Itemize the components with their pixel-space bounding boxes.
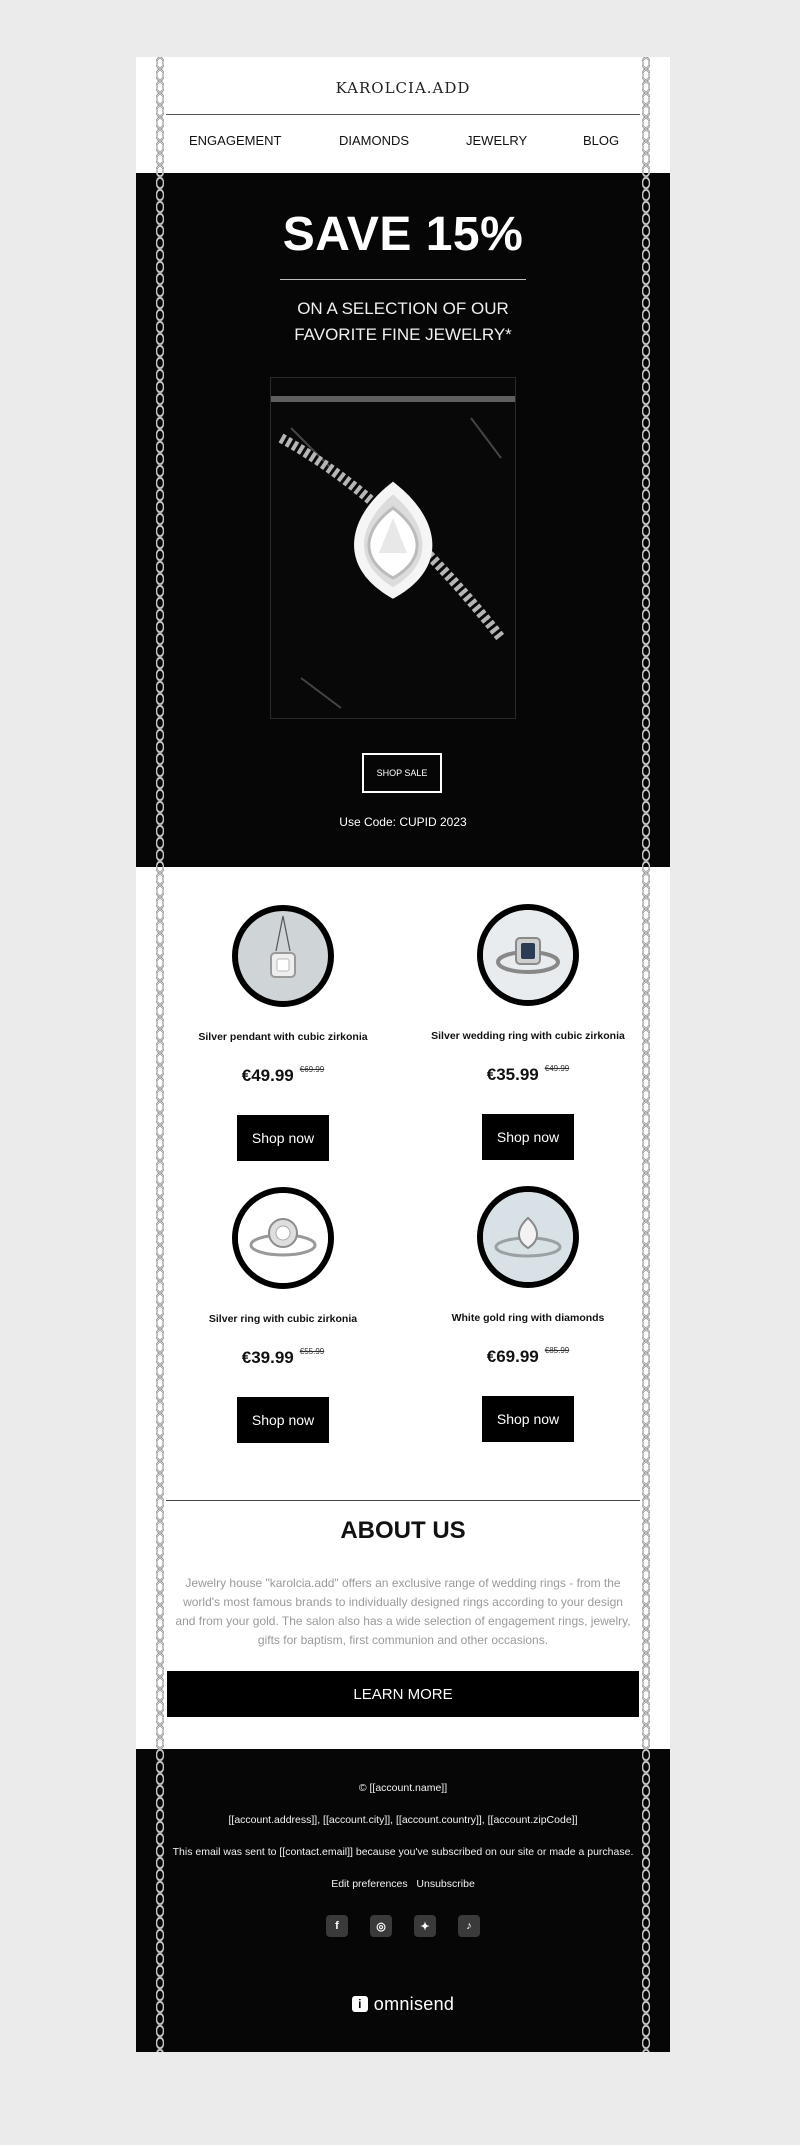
product-old-price: €55.99 <box>299 1347 325 1356</box>
product-card <box>173 905 393 1175</box>
ring-icon <box>238 1193 328 1283</box>
product-image[interactable] <box>232 1187 334 1289</box>
product-name[interactable]: White gold ring with diamonds <box>451 1312 605 1324</box>
unsubscribe-link[interactable]: Unsubscribe <box>416 1878 475 1890</box>
hero-subtitle-line2: FAVORITE FINE JEWELRY* <box>294 325 512 344</box>
product-price: €49.99 <box>241 1066 294 1085</box>
footer-copyright: © [[account.name]] <box>358 1782 448 1794</box>
product-image[interactable] <box>477 1186 579 1288</box>
product-name[interactable]: Silver pendant with cubic zirkonia <box>198 1031 368 1043</box>
product-image[interactable] <box>477 904 579 1006</box>
price-row <box>418 1064 638 1088</box>
product-old-price: €69.99 <box>299 1065 325 1074</box>
product-old-price: €49.99 <box>544 1064 570 1073</box>
product-card <box>418 1186 638 1456</box>
shop-now-button[interactable]: Shop now <box>482 1396 574 1442</box>
tiktok-icon[interactable]: ♪ <box>458 1915 480 1937</box>
product-card <box>173 1187 393 1457</box>
footer-notice: This email was sent to [[contact.email]] because you've subscribed on our site or made a purchase. <box>172 1846 634 1858</box>
instagram-icon[interactable]: ◎ <box>370 1915 392 1937</box>
twitter-icon[interactable]: ✦ <box>414 1915 436 1937</box>
shop-now-button[interactable]: Shop now <box>237 1115 329 1161</box>
chain-border-right <box>642 57 650 2052</box>
about-divider <box>166 1500 640 1501</box>
product-price: €39.99 <box>241 1348 294 1367</box>
product-price: €69.99 <box>486 1347 539 1366</box>
hero-divider <box>280 279 526 280</box>
footer-links <box>136 1878 670 1890</box>
nav-blog[interactable]: BLOG <box>583 133 620 148</box>
product-name[interactable]: Silver ring with cubic zirkonia <box>208 1313 358 1325</box>
hero-ring-image[interactable] <box>270 377 516 719</box>
shop-sale-button[interactable]: SHOP SALE <box>362 753 442 793</box>
hero-title: SAVE 15% <box>282 208 524 261</box>
price-row <box>418 1346 638 1370</box>
edit-preferences-link[interactable]: Edit preferences <box>331 1878 408 1890</box>
nav-jewelry[interactable]: JEWELRY <box>466 133 528 148</box>
product-old-price: €85.99 <box>544 1346 570 1355</box>
about-text: Jewelry house "karolcia.add" offers an exclusive range of wedding rings - from the world's most famous brands to individually designed rings according to your design and from your gold. The salon also has a wide selection of engagement rings, jewelry, gifts for baptism, first communion and other occasions. <box>175 1576 631 1647</box>
price-row <box>173 1065 393 1089</box>
footer-address: [[account.address]], [[account.city]], [[account.country]], [[account.zipCode]] <box>228 1814 578 1826</box>
shop-now-button[interactable]: Shop now <box>237 1397 329 1443</box>
omnisend-logo-icon: i <box>352 1996 368 2012</box>
nav-engagement[interactable]: ENGAGEMENT <box>189 133 282 148</box>
header-divider <box>166 114 640 115</box>
main-nav <box>136 133 670 153</box>
promo-code: Use Code: CUPID 2023 <box>339 815 467 829</box>
hero-subtitle-line1: ON A SELECTION OF OUR <box>297 299 509 318</box>
pendant-icon <box>238 911 328 1001</box>
product-image[interactable] <box>232 905 334 1007</box>
learn-more-button[interactable]: LEARN MORE <box>167 1671 639 1717</box>
product-name[interactable]: Silver wedding ring with cubic zirkonia <box>431 1030 625 1042</box>
hero-banner <box>136 173 670 867</box>
shop-now-button[interactable]: Shop now <box>482 1114 574 1160</box>
price-row <box>173 1347 393 1371</box>
omnisend-text: omnisend <box>373 1993 455 2014</box>
ring-icon <box>483 1192 573 1282</box>
brand-logo[interactable]: KAROLCIA.ADD <box>335 79 471 97</box>
email-container <box>136 57 670 2052</box>
ring-in-bag-icon <box>271 378 515 718</box>
social-links <box>136 1915 670 1937</box>
hero-subtitle <box>136 296 670 348</box>
about-title: ABOUT US <box>340 1517 466 1544</box>
chain-border-left <box>156 57 164 2052</box>
ring-icon <box>483 910 573 1000</box>
nav-diamonds[interactable]: DIAMONDS <box>339 133 410 148</box>
omnisend-branding[interactable] <box>136 1991 670 2017</box>
product-card <box>418 904 638 1174</box>
footer <box>136 1749 670 2052</box>
facebook-icon[interactable]: f <box>326 1915 348 1937</box>
product-price: €35.99 <box>486 1065 539 1084</box>
